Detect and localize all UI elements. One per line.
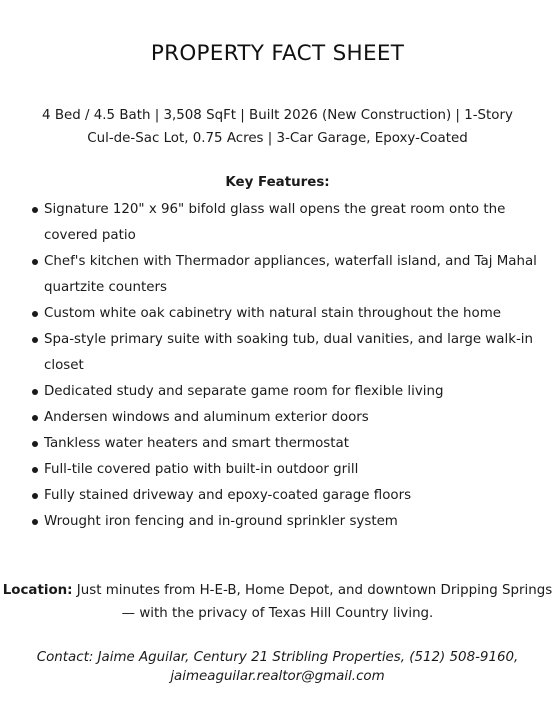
feature-item: Dedicated study and separate game room for flexible living — [0, 379, 555, 405]
feature-item: Custom white oak cabinetry with natural stain throughout the home — [0, 301, 555, 327]
key-features-list — [0, 197, 555, 535]
summary-line-lot: Cul-de-Sac Lot, 0.75 Acres | 3-Car Garage, Epoxy-Coated — [87, 131, 468, 146]
location-label: Location: — [2, 583, 73, 598]
location-text: Just minutes from H-E-B, Home Depot, and downtown Dripping Springs — with the privacy of Texas Hill Country living. — [72, 583, 553, 621]
location-paragraph — [0, 579, 555, 625]
feature-item: Fully stained driveway and epoxy-coated garage floors — [0, 483, 555, 509]
feature-item: Signature 120" x 96" bifold glass wall opens the great room onto the covered patio — [0, 197, 555, 249]
contact-line: Contact: Jaime Aguilar, Century 21 Stribling Properties, (512) 508-9160, — [36, 650, 519, 665]
feature-item: Tankless water heaters and smart thermostat — [0, 431, 555, 457]
feature-item: Andersen windows and aluminum exterior doors — [0, 405, 555, 431]
feature-item: Wrought iron fencing and in-ground sprinkler system — [0, 509, 555, 535]
summary-line-specs: 4 Bed / 4.5 Bath | 3,508 SqFt | Built 2026 (New Construction) | 1-Story — [42, 108, 513, 123]
property-summary — [0, 104, 555, 150]
feature-item: Chef's kitchen with Thermador appliances, waterfall island, and Taj Mahal quartzite counters — [0, 249, 555, 301]
contact-block — [0, 648, 555, 686]
feature-item: Full-tile covered patio with built-in outdoor grill — [0, 457, 555, 483]
feature-item: Spa-style primary suite with soaking tub, dual vanities, and large walk-in closet — [0, 327, 555, 379]
page-title: PROPERTY FACT SHEET — [150, 41, 405, 66]
key-features-heading: Key Features: — [225, 175, 330, 190]
contact-email: jaimeaguilar.realtor@gmail.com — [170, 669, 385, 684]
